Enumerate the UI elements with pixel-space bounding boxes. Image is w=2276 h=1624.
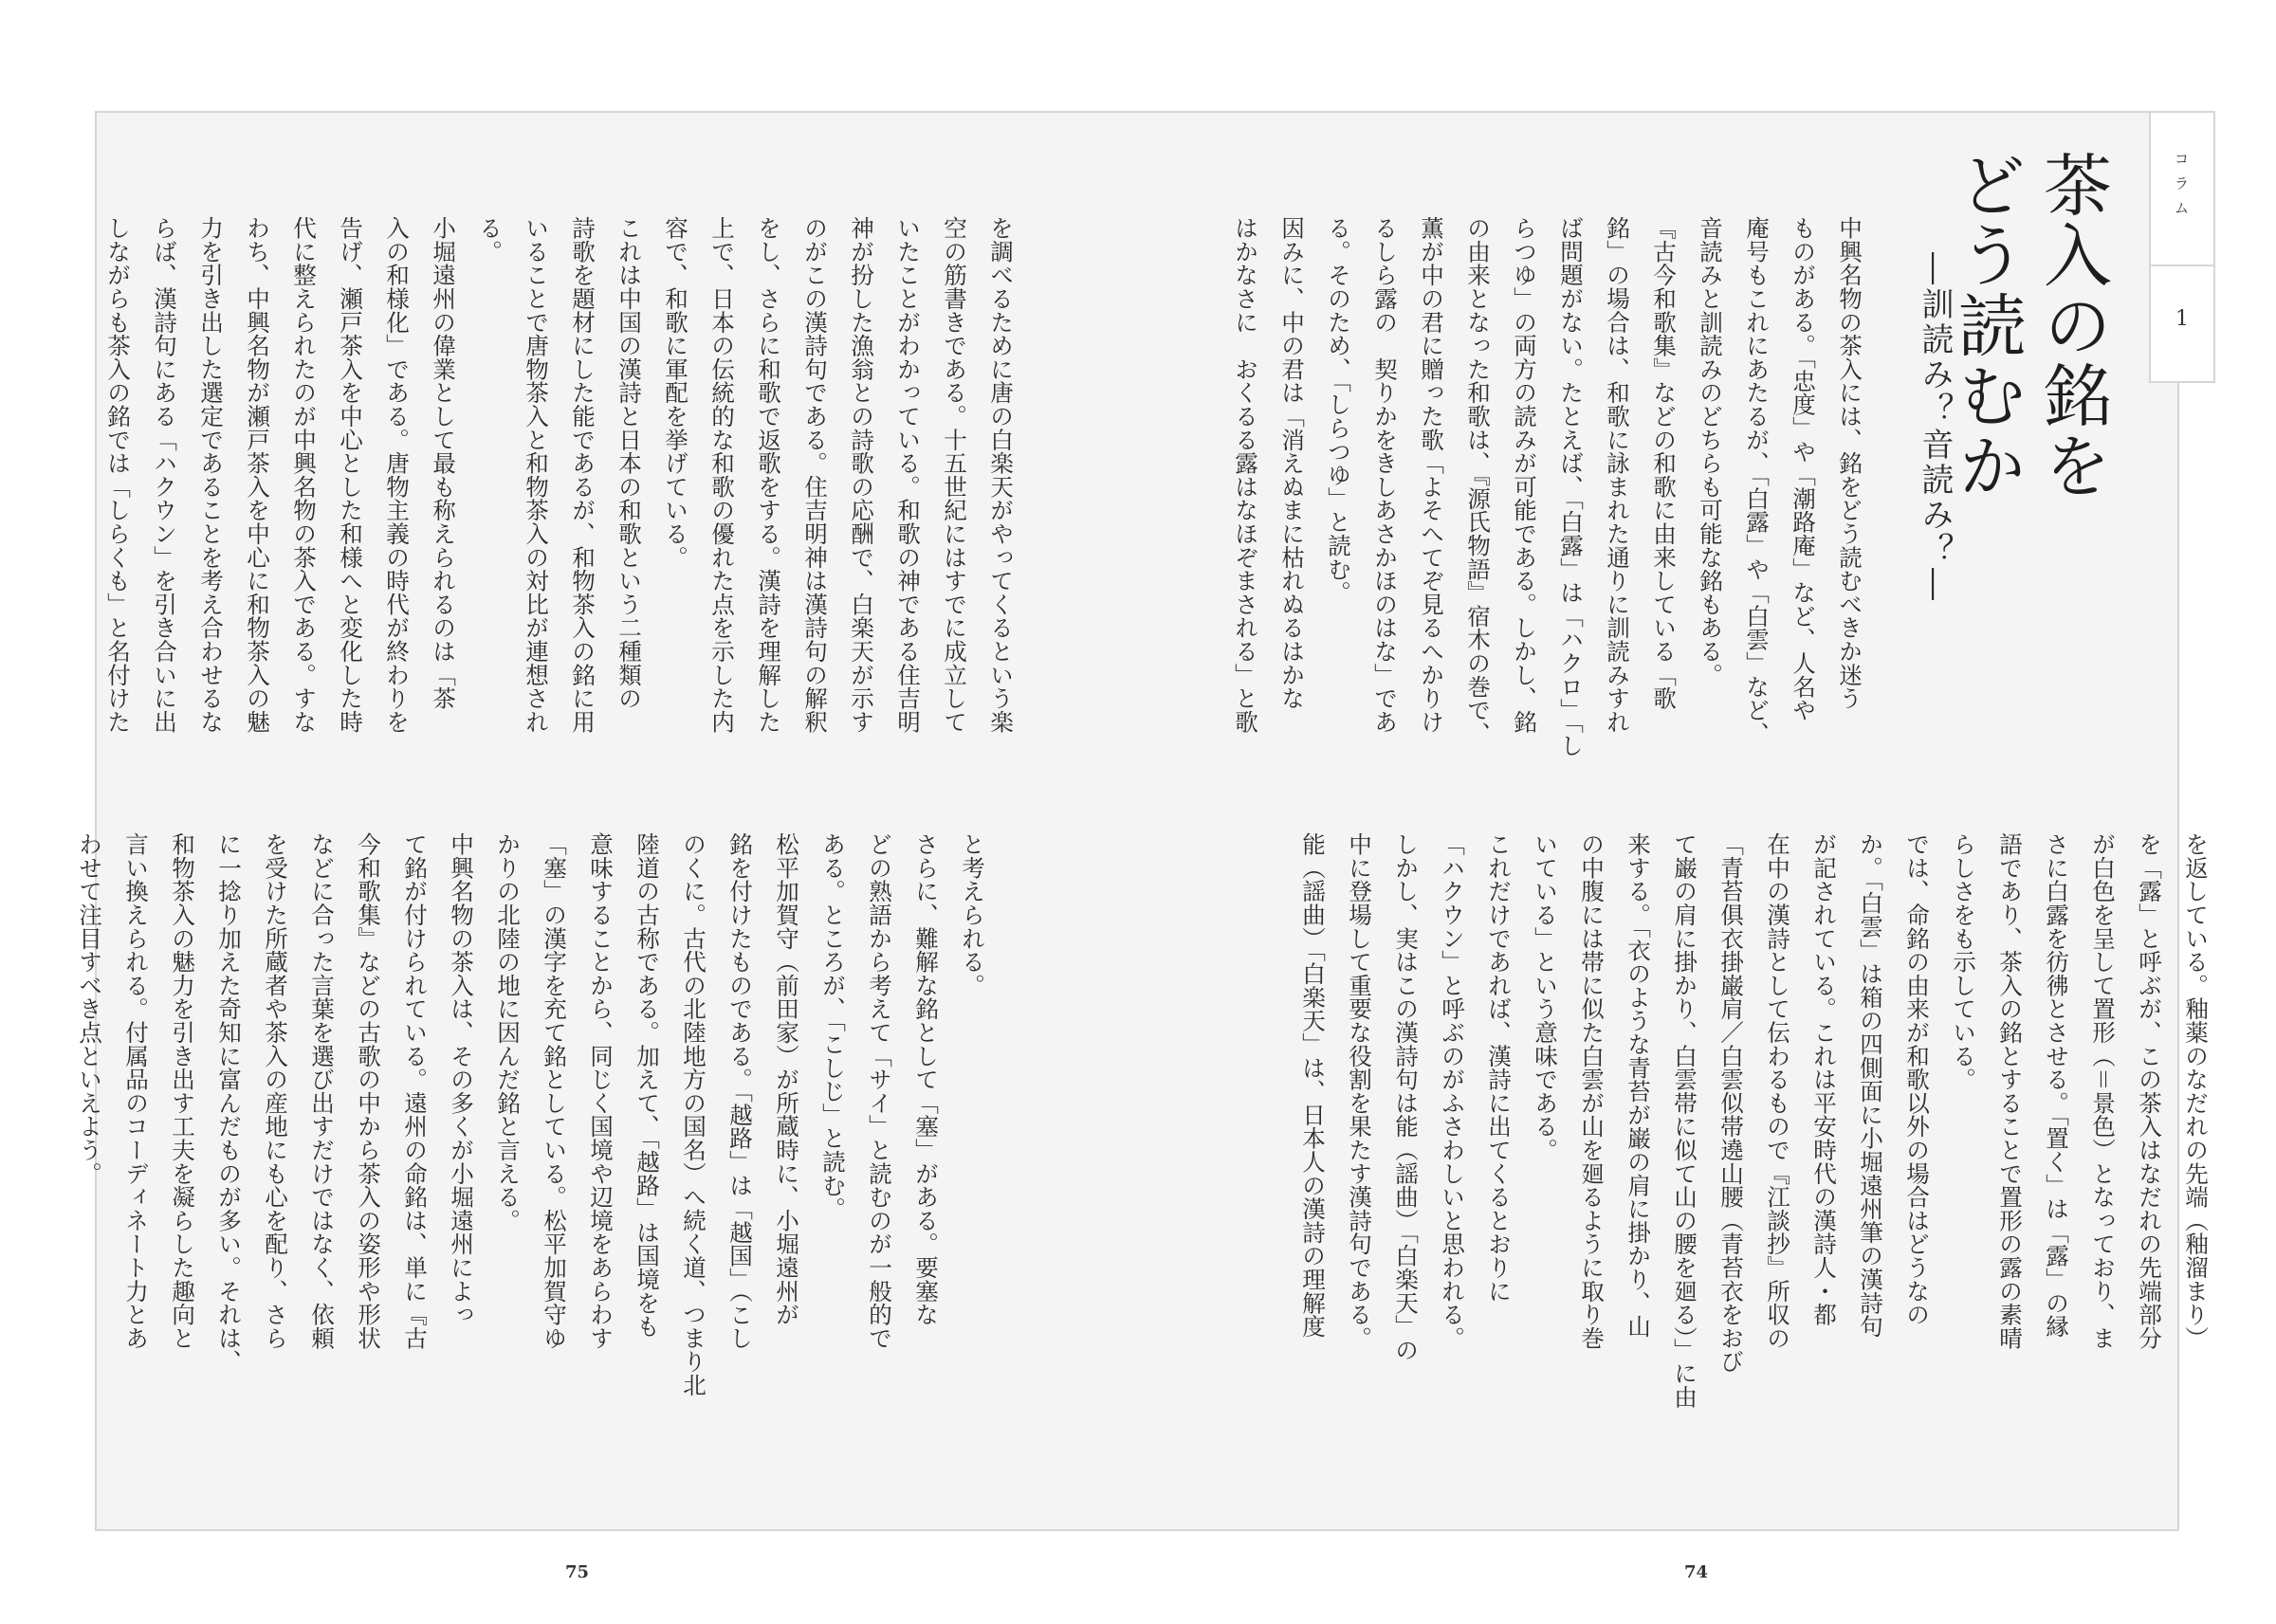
page-title: 茶入の銘を どう読むか — [1947, 150, 2112, 501]
column-label: コラム — [2172, 151, 2190, 225]
right-page-bottom-text: を返している。釉薬のなだれの先端（釉溜まり） を「露」と呼ぶが、この茶入はなだれの先端部分 が白色を呈して置形（＝景色）となっており、ま さに白露を彷彿とさせる。「置く」は「露」の縁 語であり、茶入の銘とすることで置形の露の素晴 らしさをも示している。 では、命銘の由来が和歌以外の場合はどうなの か。「白雲」は箱の四側面に小堀遠州筆の漢詩句 が記されている。これは平安時代の漢詩人・都 在中の漢詩として伝わるもので『江談抄』所収の 「青苔俱衣掛巌肩／白雲似帯遶山腰（青苔衣をおび て巌の肩に掛かり、白雲帯に似て山の腰を廻る）」に由 来する。「衣のような青苔が巌の肩に掛かり、山 の中腹には帯に似た白雲が山を廻るように取り巻 いている」という意味である。 これだけであれば、漢詩に出てくるとおりに 「ハクウン」と呼ぶのがふさわしいと思われる。 しかし、実はこの漢詩句は能（謡曲）「白楽天」の 中に登場して重要な役割を果たす漢詩句である。 能（謡曲）「白楽天」は、日本人の漢詩の理解度 — [1299, 832, 2210, 1409]
page-number-left: 75 — [565, 1562, 590, 1582]
page-number-right: 74 — [1684, 1562, 1709, 1582]
right-page-top-text: 中興名物の茶入には、銘をどう読むべきか迷う ものがある。「忠度」や「潮路庵」など、人名や 庵号もこれにあたるが、「白露」や「白雲」など、 音読みと訓読みのどちらも可能な銘もある。 『古今和歌集』などの和歌に由来している「歌 銘」の場合は、和歌に詠まれた通りに訓読みすれ ば問題がない。たとえば、「白露」は「ハクロ」「し らつゆ」の両方の読みが可能である。しかし、銘 の由来となった和歌は、『源氏物語』宿木の巻で、 薫が中の君に贈った歌「よそへてぞ見るへかりけ るしら露の 契りかをきしあさかほのはな」であ る。そのため、「しらつゆ」と読む。 因みに、中の君は「消えぬまに枯れぬるはかな はかなさに おくるる露はなほぞまされる」と歌 — [1232, 216, 1863, 757]
left-page-bottom-text: と考えられる。 さらに、難解な銘として「塞」がある。要塞な どの熟語から考えて「サイ」と読むのが一般的で ある。ところが、「こしじ」と読む。 松平加賀守（前田家）が所蔵時に、小堀遠州が 銘を付けたものである。「越路」は「越国」（こし のくに。古代の北陸地方の国名）へ続く道、つまり北 陸道の古称である。加えて、「越路」は国境をも 意味することから、同じく国境や辺境をあらわす 「塞」の漢字を充て銘としている。松平加賀守ゆ かりの北陸の地に因んだ銘と言える。 中興名物の茶入は、その多くが小堀遠州によっ て銘が付けられている。遠州の命銘は、単に『古 今和歌集』などの古歌の中から茶入の姿形や形状 などに合った言葉を選び出すだけではなく、依頼 を受けた所蔵者や茶入の産地にも心を配り、さら に一捻り加えた奇知に富んだものが多い。それは、 和物茶入の魅力を引き出す工夫を凝らした趣向と 言い換えられる。付属品のコーディネート力とあ わせて注目すべき点といえよう。 — [76, 832, 986, 1397]
left-page-top-text: を調べるために唐の白楽天がやってくるという楽 空の筋書きである。十五世紀にはすでに成立して いたことがわかっている。和歌の神である住吉明 神が扮した漁翁との詩歌の応酬で、白楽天が示す のがこの漢詩句である。住吉明神は漢詩句の解釈 をし、さらに和歌で返歌をする。漢詩を理解した 上で、日本の伝統的な和歌の優れた点を示した内 容で、和歌に軍配を挙げている。 これは中国の漢詩と日本の和歌という二種類の 詩歌を題材にした能であるが、和物茶入の銘に用 いることで唐物茶入と和物茶入の対比が連想され る。 小堀遠州の偉業として最も称えられるのは「茶 入の和様化」である。唐物主義の時代が終わりを 告げ、瀬戸茶入を中心とした和様へと変化した時 代に整えられたのが中興名物の茶入である。すな わち、中興名物が瀬戸茶入を中心に和物茶入の魅 力を引き出した選定であることを考え合わせるな らば、漢詩句にある「ハクウン」を引き合いに出 しながらも茶入の銘では「しらくも」と名付けた — [104, 216, 1015, 734]
tab-divider — [2151, 265, 2213, 266]
page-subtitle: ―訓読み？音読み？― — [1916, 252, 1954, 603]
column-number: 1 — [2175, 307, 2189, 331]
column-tab — [2149, 111, 2215, 383]
